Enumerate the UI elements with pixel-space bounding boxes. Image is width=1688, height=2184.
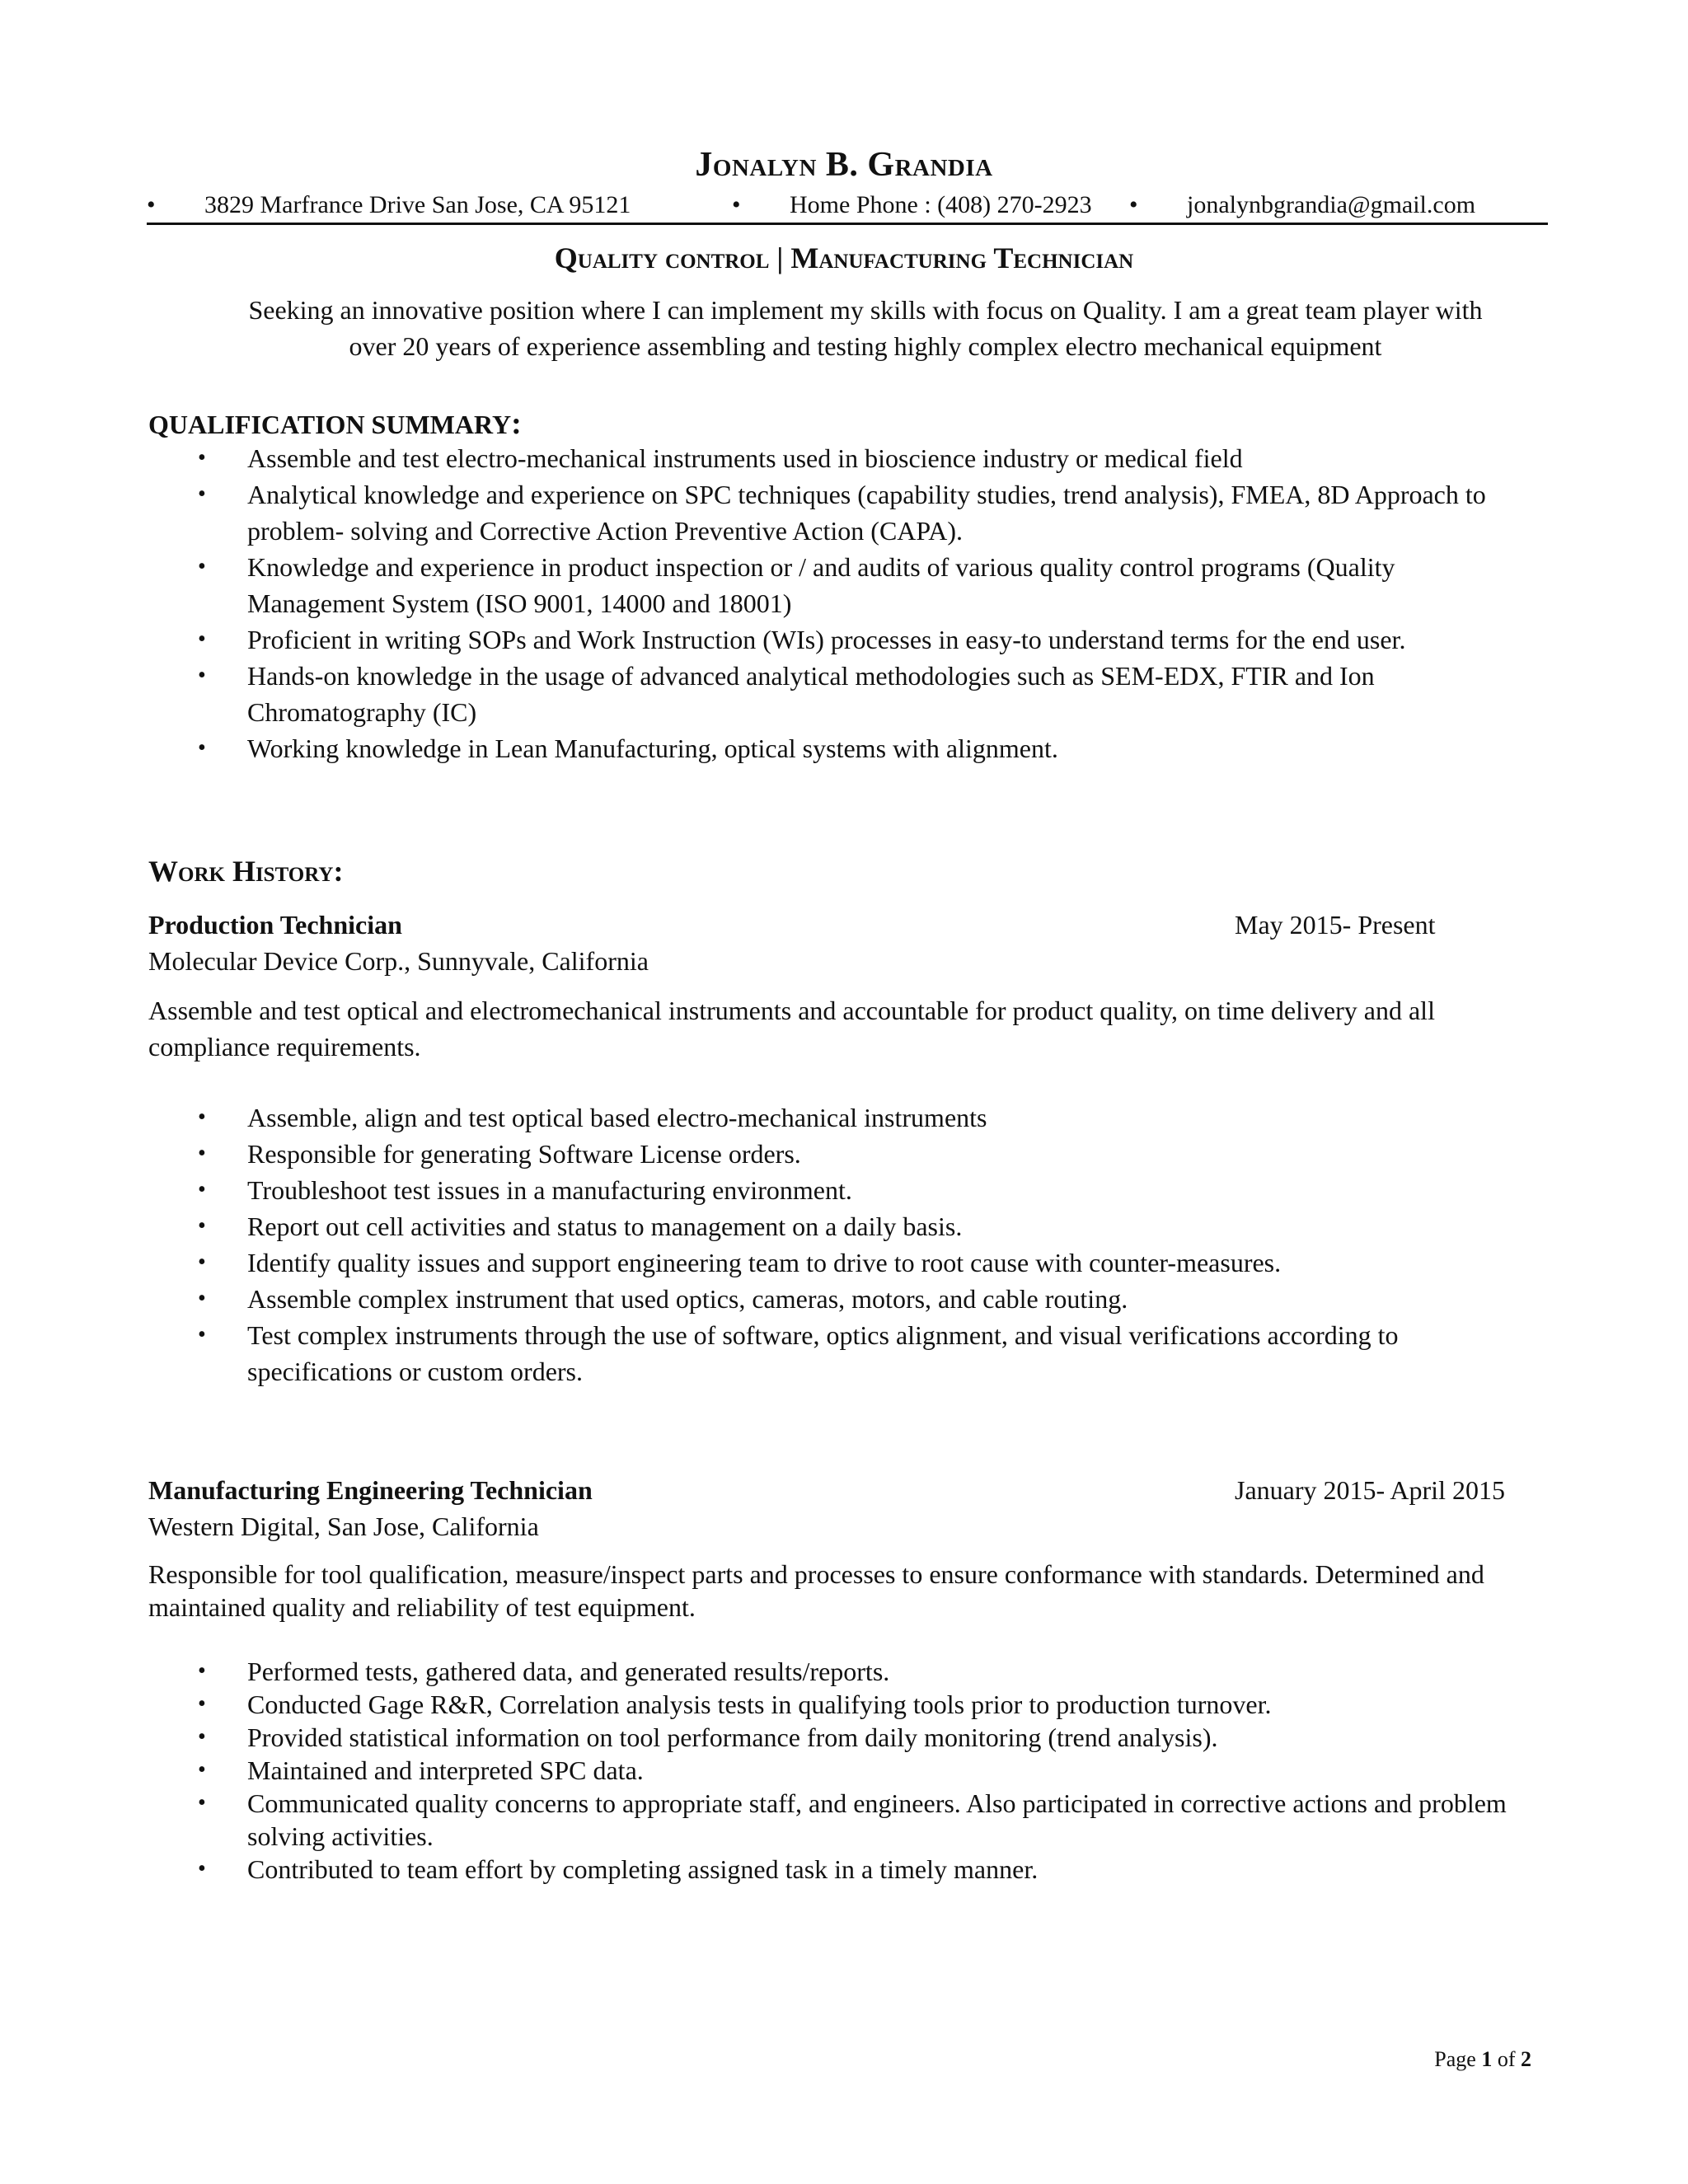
bullet-icon: • bbox=[198, 481, 206, 507]
bullet-icon: • bbox=[198, 1790, 206, 1816]
page-footer bbox=[1434, 2047, 1531, 2072]
bullet-icon: • bbox=[198, 1249, 206, 1275]
bullet-icon: • bbox=[198, 445, 206, 471]
job-description: Assemble and test optical and electromechanical instruments and accountable for product quality, on time delivery and all compliance requirements. bbox=[148, 996, 1435, 1062]
list-item: • Contributed to team effort by completing assigned task in a timely manner. bbox=[198, 1854, 1039, 1884]
qualification-list bbox=[0, 440, 1517, 766]
bullet-icon: • bbox=[198, 1322, 206, 1347]
list-item: • Assemble and test electro-mechanical instruments used in bioscience industry or medical field bbox=[0, 440, 1517, 476]
qualification-heading bbox=[148, 405, 522, 442]
list-item: • Performed tests, gathered data, and generated results/reports. bbox=[198, 1657, 890, 1686]
page-label: Page bbox=[1434, 2047, 1476, 2071]
list-item: • Assemble complex instrument that used optics, cameras, motors, and cable routing. bbox=[0, 1281, 1517, 1317]
bullet-icon: • bbox=[198, 1104, 206, 1130]
objective: Seeking an innovative position where I can implement my skills with focus on Quality. I am a great team player with over 20 years of experience assembling and testing highly complex electro mechanical equipment bbox=[248, 295, 1483, 361]
list-item: • Maintained and interpreted SPC data. bbox=[198, 1755, 644, 1785]
list-item: • Proficient in writing SOPs and Work Instruction (WIs) processes in easy-to understand terms for the end user. bbox=[0, 621, 1517, 658]
list-item: • Working knowledge in Lean Manufacturing, optical systems with alignment. bbox=[0, 730, 1517, 766]
list-item: • Communicated quality concerns to appropriate staff, and engineers. Also participated in corrective actions and problem solving activities. bbox=[198, 1788, 1507, 1851]
bullet-icon: • bbox=[147, 191, 156, 218]
bullet-icon: • bbox=[732, 191, 741, 218]
bullet-icon: • bbox=[198, 554, 206, 579]
bullet-icon: • bbox=[198, 1213, 206, 1239]
bullet-icon: • bbox=[198, 1177, 206, 1202]
bullet-icon: • bbox=[198, 663, 206, 688]
job-description: Responsible for tool qualification, measure/inspect parts and processes to ensure conformance with standards. Determined and maintained quality and reliability of test equipment. bbox=[148, 1559, 1484, 1622]
bullet-icon: • bbox=[198, 735, 206, 761]
bullet-icon: • bbox=[198, 1856, 206, 1882]
page-total: 2 bbox=[1521, 2047, 1531, 2071]
of-label: of bbox=[1497, 2047, 1516, 2071]
list-item: • Identify quality issues and support engineering team to drive to root cause with counter-measures. bbox=[0, 1244, 1517, 1281]
list-item: • Report out cell activities and status to management on a daily basis. bbox=[0, 1208, 1517, 1244]
headline: Quality control | Manufacturing Technician bbox=[554, 241, 1134, 274]
bullet-icon: • bbox=[198, 1757, 206, 1783]
list-item: • Knowledge and experience in product inspection or / and audits of various quality control programs (Quality Management System (ISO 9001, 14000 and 18001) bbox=[0, 549, 1517, 621]
job-dates: May 2015- Present bbox=[1235, 910, 1436, 940]
list-item: • Provided statistical information on tool performance from daily monitoring (trend analysis). bbox=[198, 1722, 1218, 1752]
bullet-icon: • bbox=[198, 1724, 206, 1750]
job-title: Manufacturing Engineering Technician bbox=[148, 1475, 593, 1505]
bullet-icon: • bbox=[198, 1658, 206, 1684]
bullet-icon: • bbox=[198, 626, 206, 652]
list-item: • Responsible for generating Software License orders. bbox=[0, 1136, 1517, 1172]
work-history-heading: Work History: bbox=[148, 855, 344, 888]
list-item: • Conducted Gage R&R, Correlation analysis tests in qualifying tools prior to production turnover. bbox=[198, 1690, 1272, 1719]
job-title: Production Technician bbox=[148, 910, 402, 940]
qualification-heading-colon: : bbox=[511, 406, 522, 441]
contact-row bbox=[147, 191, 1541, 224]
job-company: Western Digital, San Jose, California bbox=[148, 1511, 539, 1541]
contact-address bbox=[147, 191, 631, 219]
header-divider bbox=[147, 223, 1548, 225]
list-item: • Troubleshoot test issues in a manufacturing environment. bbox=[0, 1172, 1517, 1208]
job-dates: January 2015- April 2015 bbox=[1235, 1475, 1505, 1505]
bullet-icon: • bbox=[198, 1286, 206, 1311]
qualification-heading-text: QUALIFICATION SUMMARY bbox=[148, 410, 512, 439]
list-item: • Hands-on knowledge in the usage of advanced analytical methodologies such as SEM-EDX, FTIR and Ion Chromatography (IC) bbox=[0, 658, 1517, 730]
applicant-name: Jonalyn B. Grandia bbox=[695, 146, 993, 184]
address-text: 3829 Marfrance Drive San Jose, CA 95121 bbox=[204, 191, 631, 218]
contact-phone bbox=[732, 191, 1092, 219]
job-company: Molecular Device Corp., Sunnyvale, California bbox=[148, 946, 649, 976]
job-duties-list bbox=[0, 1655, 1517, 1886]
list-item: • Analytical knowledge and experience on SPC techniques (capability studies, trend analysis), FMEA, 8D Approach to problem- solving and Corrective Action Preventive Action (CAPA). bbox=[0, 476, 1517, 549]
job-duties-list bbox=[0, 1099, 1517, 1390]
bullet-icon: • bbox=[198, 1691, 206, 1717]
contact-email bbox=[1129, 191, 1475, 219]
bullet-icon: • bbox=[198, 1141, 206, 1166]
list-item: • Assemble, align and test optical based electro-mechanical instruments bbox=[0, 1099, 1517, 1136]
page-current: 1 bbox=[1481, 2047, 1493, 2071]
list-item: • Test complex instruments through the use of software, optics alignment, and visual verifications according to specifications or custom orders. bbox=[0, 1317, 1517, 1390]
phone-text: Home Phone : (408) 270-2923 bbox=[790, 191, 1092, 218]
email-text: jonalynbgrandia@gmail.com bbox=[1187, 191, 1476, 218]
bullet-icon: • bbox=[1129, 191, 1138, 218]
